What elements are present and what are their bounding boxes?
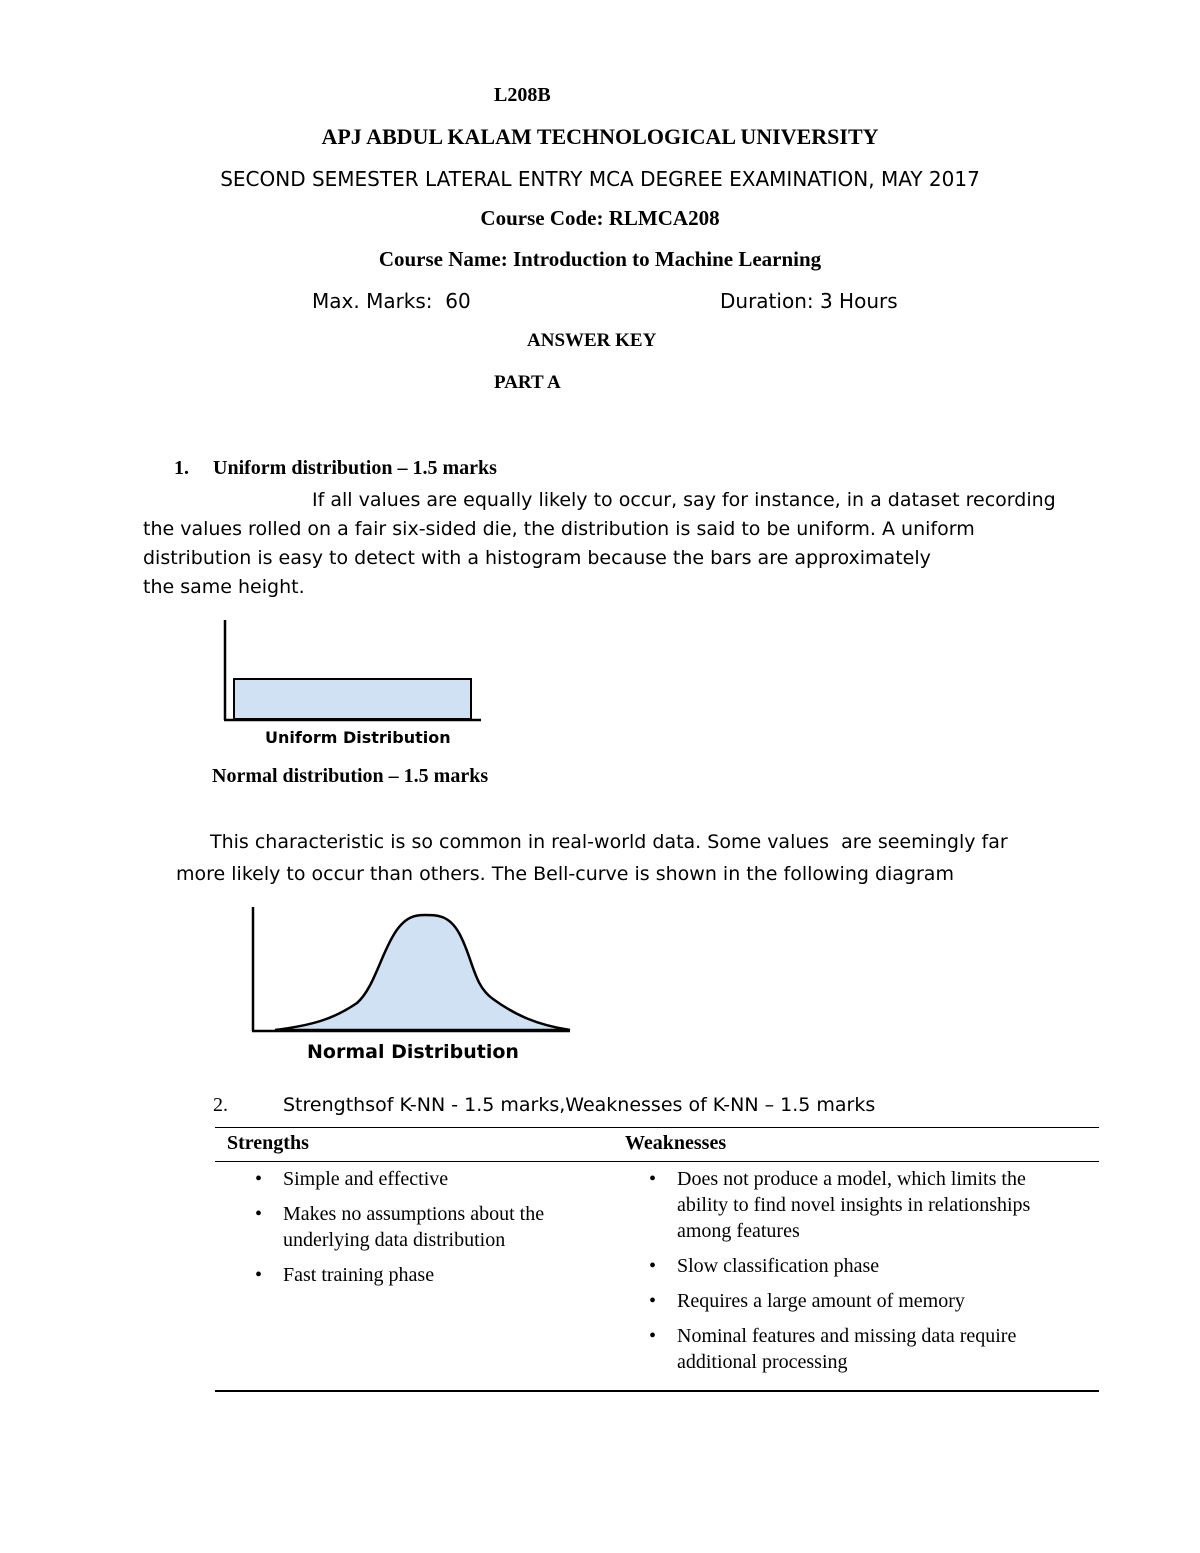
course-name: Course Name: Introduction to Machine Learning [378, 247, 822, 271]
normal-distribution-figure [245, 903, 575, 1038]
q2-heading: Strengthsof K-NN - 1.5 marks,Weaknesses of K-NN – 1.5 marks [283, 1094, 876, 1116]
paper-code: L208B [494, 84, 551, 106]
normal-paragraph [176, 826, 1060, 890]
q1-heading: Uniform distribution – 1.5 marks [213, 457, 497, 479]
duration: Duration: 3 Hours [720, 289, 898, 313]
strengths-cell [215, 1162, 613, 1392]
uniform-bar [234, 679, 471, 719]
q1-line-3: distribution is easy to detect with a histogram because the bars are approximately [143, 547, 931, 569]
course-code: Course Code: RLMCA208 [480, 206, 720, 230]
university-title: APJ ABDUL KALAM TECHNOLOGICAL UNIVERSITY [321, 124, 879, 149]
normal-line-1: This characteristic is so common in real-world data. Some values are seemingly far [210, 831, 1008, 853]
normal-line-2: more likely to occur than others. The Bell-curve is shown in the following diagram [176, 863, 954, 885]
q1-number: 1. [174, 457, 189, 479]
uniform-caption: Uniform Distribution [265, 728, 451, 747]
knn-table-header-row [215, 1128, 1099, 1162]
max-marks: Max. Marks: 60 [312, 289, 471, 313]
list-item: • Simple and effective [283, 1166, 603, 1192]
exam-title: SECOND SEMESTER LATERAL ENTRY MCA DEGREE EXAMINATION, MAY 2017 [220, 167, 980, 191]
normal-heading: Normal distribution – 1.5 marks [212, 765, 489, 787]
list-item: • Nominal features and missing data require additional processing [677, 1323, 1027, 1375]
list-item: • Makes no assumptions about the underlying data distribution [283, 1201, 603, 1253]
list-item: • Fast training phase [283, 1262, 603, 1288]
knn-table-body-row [215, 1162, 1099, 1392]
strengths-list [219, 1166, 603, 1288]
answer-key-label: ANSWER KEY [527, 330, 657, 351]
q2-number: 2. [213, 1094, 228, 1116]
q1-line-2: the values rolled on a fair six-sided die, the distribution is said to be uniform. A uniform [143, 518, 975, 540]
q1-line-4: the same height. [143, 576, 305, 598]
weaknesses-list [617, 1166, 1089, 1375]
part-label: PART A [494, 372, 561, 393]
bell-curve [275, 915, 570, 1030]
normal-caption: Normal Distribution [307, 1041, 519, 1063]
strengths-header: Strengths [215, 1128, 613, 1162]
q1-line-1: If all values are equally likely to occur, say for instance, in a dataset recording [312, 489, 1056, 511]
list-item: • Does not produce a model, which limits the ability to find novel insights in relationships among features [677, 1166, 1067, 1244]
list-item: • Slow classification phase [677, 1253, 1089, 1279]
q1-paragraph [143, 486, 1103, 602]
list-item: • Requires a large amount of memory [677, 1288, 1089, 1314]
weaknesses-cell [613, 1162, 1099, 1392]
knn-table [215, 1127, 1099, 1392]
weaknesses-header: Weaknesses [613, 1128, 1099, 1162]
